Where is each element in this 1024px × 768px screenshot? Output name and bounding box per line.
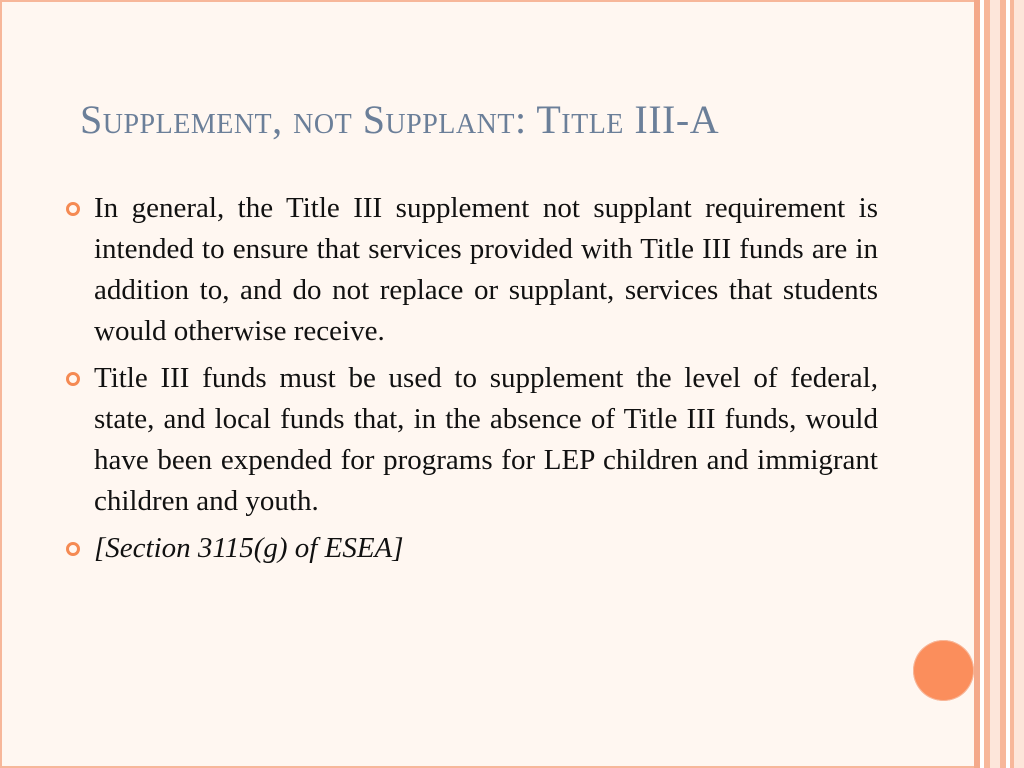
decorative-circle [913, 640, 974, 701]
bullet-text-2: Title III funds must be used to supplement the level of federal, state, and local funds that, in the absence of Title III funds, would have been expended for programs for LEP children and immigrant children and youth. [94, 362, 878, 517]
bullet-text-1: In general, the Title III supplement not supplant requirement is intended to ensure that services provided with Title III funds are in addition to, and do not replace or supplant, services that students would otherwise receive. [94, 192, 878, 347]
decorative-stripes [974, 0, 1024, 768]
bullet-item-1 [66, 188, 878, 352]
bullet-item-2 [66, 358, 878, 522]
bullet-circle-icon [66, 372, 80, 386]
bullet-item-3 [66, 528, 878, 569]
bullet-circle-icon [66, 202, 80, 216]
bullet-list [66, 188, 878, 575]
citation-text: [Section 3115(g) of ESEA] [94, 532, 404, 564]
bullet-circle-icon [66, 542, 80, 556]
slide-title: Supplement, not Supplant: Title III-A [80, 97, 720, 142]
